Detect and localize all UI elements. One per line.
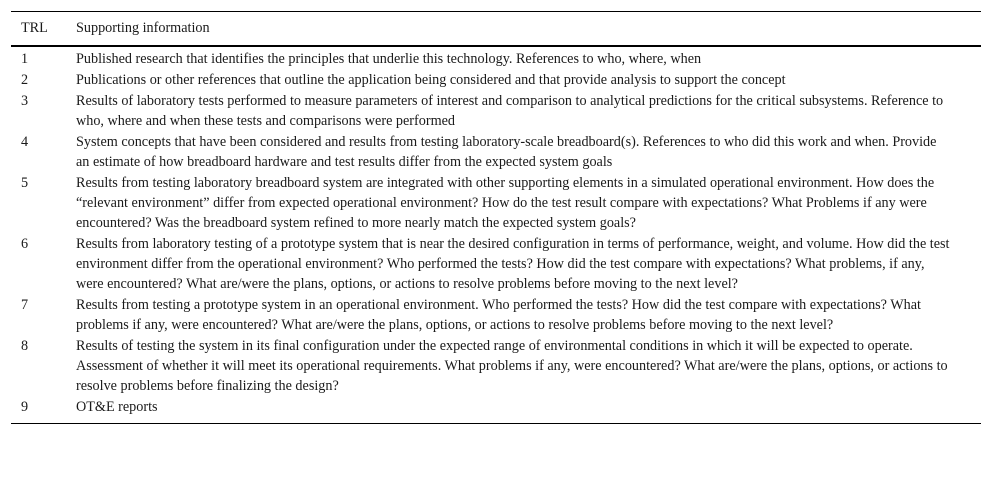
trl-level: 9 <box>21 399 29 415</box>
header-row <box>11 12 981 47</box>
trl-level: 8 <box>21 338 29 354</box>
supporting-info: Results from testing a prototype system in an operational environment. Who performed the tests? How did the test compare with expectations? What problems if any, were encountered? What are/were the plans, options, or actions to resolve problems before moving to the next level? <box>76 297 921 333</box>
table-row <box>11 234 981 295</box>
table-row <box>11 91 981 132</box>
trl-level: 1 <box>21 51 29 67</box>
supporting-info: Publications or other references that outline the application being considered and that provide analysis to support the concept <box>76 72 786 88</box>
table-row <box>11 336 981 397</box>
trl-level: 5 <box>21 175 29 191</box>
trl-level: 4 <box>21 134 29 150</box>
column-header-supporting-information: Supporting information <box>76 20 210 36</box>
supporting-info: Published research that identifies the principles that underlie this technology. References to who, where, when <box>76 51 702 67</box>
trl-level: 7 <box>21 297 29 313</box>
supporting-info: Results of testing the system in its final configuration under the expected range of environmental conditions in which it will be expected to operate. Assessment of whether it will meet its operational requirements. What problems if any, were encountered? What are/were the plans, options, or actions to resolve problems before finalizing the design? <box>76 338 948 394</box>
supporting-info: System concepts that have been considered and results from testing laboratory-scale breadboard(s). References to who did this work and when. Provide an estimate of how breadboard hardware and test results differ from the expected system goals <box>76 134 937 170</box>
table-header <box>11 12 981 47</box>
table-row <box>11 397 981 424</box>
table-row <box>11 173 981 234</box>
supporting-info: Results from testing laboratory breadboard system are integrated with other supporting elements in a simulated operational environment. How does the “relevant environment” differ from expected operational environment? How do the test result compare with expectations? What Problems if any were encountered? Was the breadboard system refined to more nearly match the expected system goals? <box>76 175 935 231</box>
table-row <box>11 295 981 336</box>
table-row <box>11 132 981 173</box>
supporting-info: OT&E reports <box>76 399 158 415</box>
supporting-info: Results from laboratory testing of a prototype system that is near the desired configuration in terms of performance, weight, and volume. How did the test environment differ from the operational environment? Who performed the tests? How did the test compare with expectations? What problems, if any, were encountered? What are/were the plans, options, or actions to resolve problems before moving to the next level? <box>76 236 950 292</box>
column-header-trl: TRL <box>21 20 48 36</box>
trl-level: 2 <box>21 72 29 88</box>
trl-table-container <box>11 11 981 424</box>
trl-table <box>11 11 981 424</box>
trl-level: 6 <box>21 236 29 252</box>
trl-level: 3 <box>21 93 29 109</box>
table-body <box>11 46 981 424</box>
table-row <box>11 46 981 70</box>
supporting-info: Results of laboratory tests performed to measure parameters of interest and comparison to analytical predictions for the critical subsystems. Reference to who, where and when these tests and comparisons were performed <box>76 93 944 129</box>
table-row <box>11 70 981 91</box>
